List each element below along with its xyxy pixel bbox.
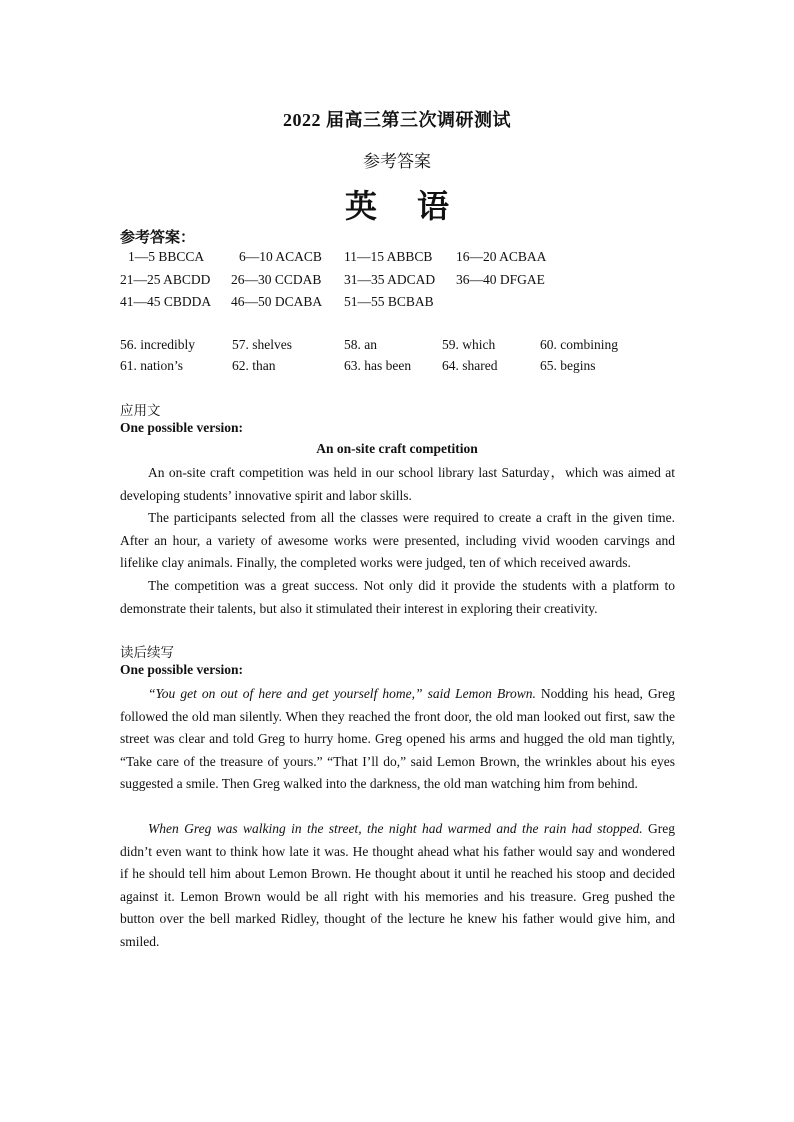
paragraph-body: Greg didn’t even want to think how late it was. He thought ahead what his father would say and wondered if he should tell him about Lemon Brown. He thought about it until he reached his stoop and decided against it. Lemon Brown would be all right with his memories and his treasure. Greg pushed the button over the bell marked Ridley, thought of the lecture he knew his father would give him, and smiled. — [120, 821, 675, 949]
choice-group: 26—30 CCDAB — [231, 272, 322, 287]
answers-heading: 参考答案： — [120, 230, 196, 246]
document-title: 2022 届高三第三次调研测试 — [283, 110, 511, 130]
fill-answer: 63. has been — [344, 358, 412, 373]
continuation-writing-heading: 读后续写 — [120, 645, 174, 660]
choice-group: 51—55 BCBAB — [344, 294, 434, 309]
fill-answer: 56. incredibly — [120, 337, 195, 352]
fill-answer: 60. combining — [540, 337, 618, 352]
applied-paragraph-3: The competition was a great success. Not only did it provide the students with a platform to demonstrate their talents, but also it stimulated their interest in exploring their creativity. — [120, 578, 675, 616]
choice-group: 6—10 ACACB — [239, 249, 322, 264]
continuation-paragraph-2 — [120, 818, 675, 953]
subject-name — [0, 181, 794, 227]
document-subtitle: 参考答案 — [363, 152, 431, 171]
choice-group: 31—35 ADCAD — [344, 272, 436, 287]
paragraph-lead-sentence: When Greg was walking in the street, the night had warmed and the rain had stopped. — [148, 821, 643, 836]
fill-answer: 57. shelves — [232, 337, 292, 352]
subject-char-2: 语 — [417, 188, 450, 224]
applied-version-label: One possible version: — [120, 420, 244, 435]
choice-group: 41—45 CBDDA — [120, 294, 212, 309]
essay-title: An on-site craft competition — [316, 441, 478, 456]
subject-char-1: 英 — [344, 188, 377, 224]
choice-group: 36—40 DFGAE — [456, 272, 545, 287]
choice-group: 16—20 ACBAA — [456, 249, 547, 264]
choice-group: 1—5 BBCCA — [128, 249, 205, 264]
fill-answer: 62. than — [232, 358, 276, 373]
applied-paragraph-2: The participants selected from all the classes were required to create a craft in the given time. After an hour, a variety of awesome works were presented, including vivid wooden carvings and lifelike clay animals. Finally, the completed works were judged, ten of which received awards. — [120, 510, 675, 570]
applied-writing-heading: 应用文 — [120, 403, 161, 418]
fill-answer: 59. which — [442, 337, 496, 352]
fill-answer: 61. nation’s — [120, 358, 183, 373]
choice-group: 11—15 ABBCB — [344, 249, 433, 264]
continuation-version-label: One possible version: — [120, 662, 244, 677]
paragraph-lead-sentence: “You get on out of here and get yourself home,” said Lemon Brown. — [148, 686, 536, 701]
fill-answer: 64. shared — [442, 358, 498, 373]
applied-paragraph-1: An on-site craft competition was held in our school library last Saturday，which was aimed at developing students’ innovative spirit and labor skills. — [120, 465, 675, 503]
choice-group: 46—50 DCABA — [231, 294, 323, 309]
fill-answer: 58. an — [344, 337, 377, 352]
choice-group: 21—25 ABCDD — [120, 272, 211, 287]
paragraph-body: Nodding his head, Greg followed the old man silently. When they reached the front door, the old man looked out first, saw the street was clear and told Greg to hurry home. Greg opened his arms and hugged the old man tightly, “Take care of the treasure of yours.” “That I’ll do,” said Lemon Brown, the wrinkles about his eyes suggested a smile. Then Greg walked into the darkness, the old man watching him from behind. — [120, 686, 675, 791]
continuation-paragraph-1 — [120, 683, 675, 796]
fill-answer: 65. begins — [540, 358, 596, 373]
